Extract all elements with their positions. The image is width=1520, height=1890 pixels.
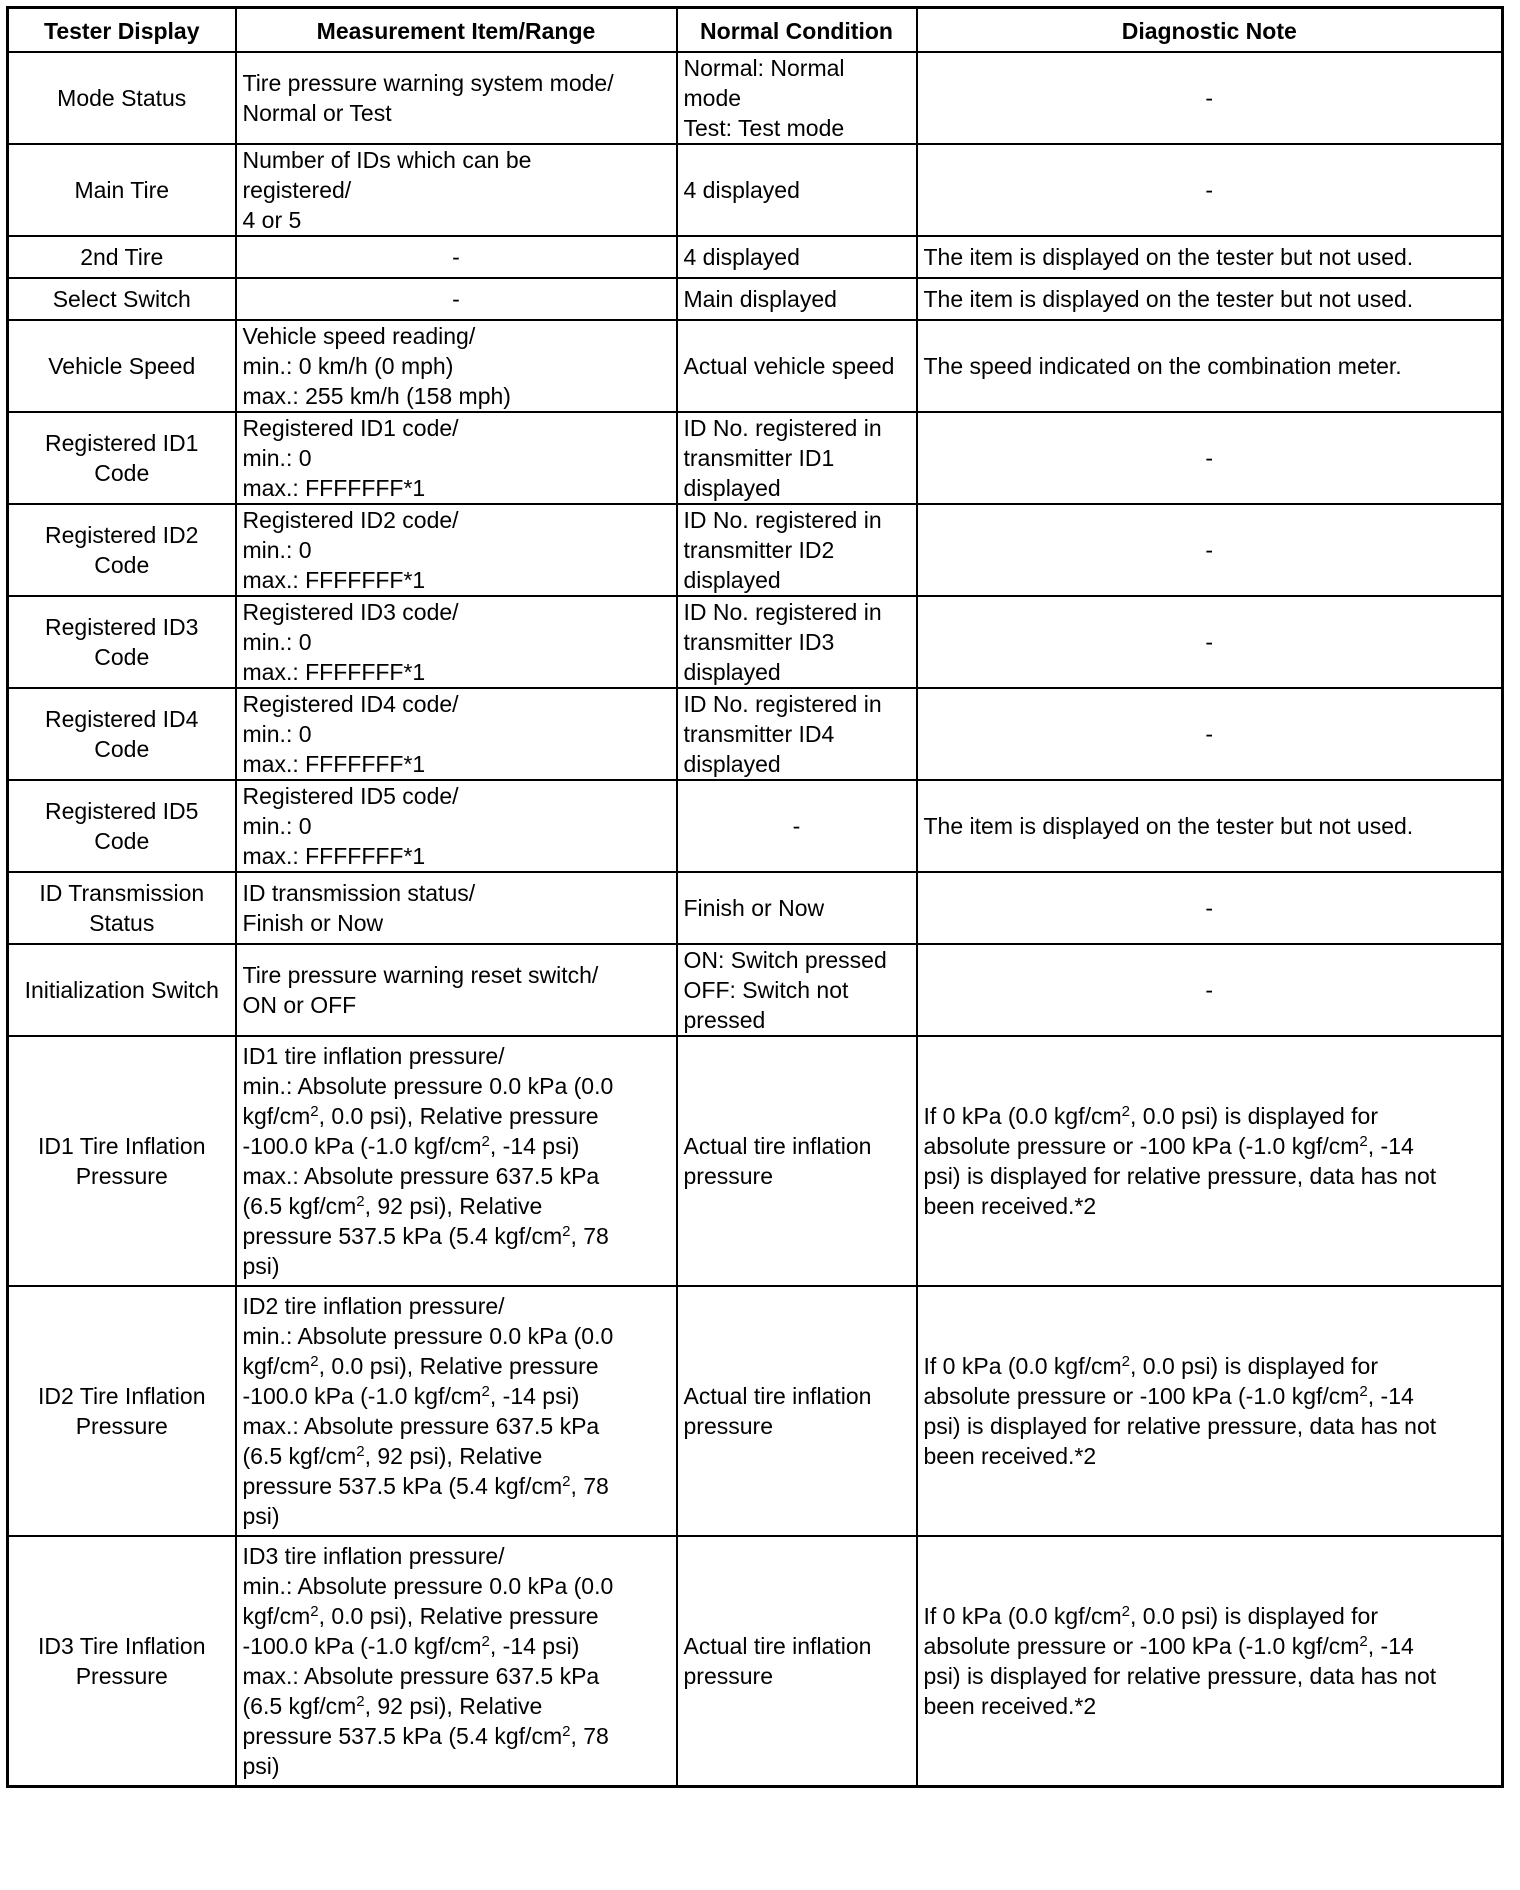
superscript: 2 [481,1383,490,1400]
superscript: 2 [310,1353,319,1370]
header-measurement-item: Measurement Item/Range [236,8,677,53]
table-row [8,278,1503,320]
table-row [8,1286,1503,1536]
cell-diagnostic-note [917,1536,1503,1787]
text: , -14 psi) [489,1633,580,1659]
cell-tester-display: Mode Status [8,52,236,144]
text: -100.0 kPa (-1.0 kgf/cm [242,1133,482,1159]
table-row [8,144,1503,236]
table-row [8,688,1503,780]
cell-normal-condition: ID No. registered in transmitter ID3 displayed [677,596,917,688]
text: (6.5 kgf/cm [242,1193,357,1219]
cell-measurement: Tire pressure warning system mode/ Normal or Test [236,52,677,144]
cell-normal-condition: 4 displayed [677,144,917,236]
table-row [8,944,1503,1036]
cell-measurement: - [236,236,677,278]
text: If 0 kPa (0.0 kgf/cm [923,1353,1122,1379]
cell-normal-condition: ID No. registered in transmitter ID4 displayed [677,688,917,780]
text: been received.*2 [923,1443,1097,1469]
cell-diagnostic-note: - [917,144,1503,236]
text: (6.5 kgf/cm [242,1443,357,1469]
cell-measurement: Tire pressure warning reset switch/ ON or OFF [236,944,677,1036]
text: , -14 [1367,1383,1414,1409]
text: , -14 psi) [489,1383,580,1409]
text: , 78 [570,1473,609,1499]
cell-measurement: Registered ID2 code/ min.: 0 max.: FFFFFFF*1 [236,504,677,596]
text: , 78 [570,1223,609,1249]
table-row [8,872,1503,944]
cell-measurement: Vehicle speed reading/ min.: 0 km/h (0 mph) max.: 255 km/h (158 mph) [236,320,677,412]
cell-tester-display: ID Transmission Status [8,872,236,944]
text: , -14 psi) [489,1133,580,1159]
table-row [8,412,1503,504]
cell-diagnostic-note [917,1036,1503,1286]
text: If 0 kPa (0.0 kgf/cm [923,1103,1122,1129]
cell-tester-display: Main Tire [8,144,236,236]
cell-normal-condition: 4 displayed [677,236,917,278]
cell-normal-condition: Main displayed [677,278,917,320]
cell-diagnostic-note: The item is displayed on the tester but not used. [917,236,1503,278]
text: min.: Absolute pressure 0.0 kPa (0.0 [242,1073,614,1099]
cell-diagnostic-note [917,1286,1503,1536]
cell-tester-display: ID2 Tire Inflation Pressure [8,1286,236,1536]
cell-measurement: ID transmission status/ Finish or Now [236,872,677,944]
header-tester-display: Tester Display [8,8,236,53]
cell-diagnostic-note: - [917,944,1503,1036]
text: -100.0 kPa (-1.0 kgf/cm [242,1383,482,1409]
cell-diagnostic-note: - [917,596,1503,688]
cell-measurement [236,1036,677,1286]
text: -100.0 kPa (-1.0 kgf/cm [242,1633,482,1659]
table-row [8,504,1503,596]
header-diagnostic-note: Diagnostic Note [917,8,1503,53]
text: ID2 tire inflation pressure/ [242,1293,505,1319]
cell-normal-condition: ID No. registered in transmitter ID2 displayed [677,504,917,596]
text: max.: Absolute pressure 637.5 kPa [242,1163,600,1189]
superscript: 2 [481,1633,490,1650]
cell-tester-display: ID3 Tire Inflation Pressure [8,1536,236,1787]
header-normal-condition: Normal Condition [677,8,917,53]
table-row [8,780,1503,872]
text: , -14 [1367,1133,1414,1159]
superscript: 2 [562,1723,571,1740]
table-row [8,1536,1503,1787]
superscript: 2 [1121,1103,1130,1120]
cell-tester-display: ID1 Tire Inflation Pressure [8,1036,236,1286]
cell-measurement: Registered ID5 code/ min.: 0 max.: FFFFFFF*1 [236,780,677,872]
table-row [8,1036,1503,1286]
cell-tester-display: Registered ID5 Code [8,780,236,872]
superscript: 2 [1359,1133,1368,1150]
text: pressure 537.5 kPa (5.4 kgf/cm [242,1473,563,1499]
cell-measurement: Registered ID1 code/ min.: 0 max.: FFFFFFF*1 [236,412,677,504]
text: , 0.0 psi), Relative pressure [318,1603,599,1629]
cell-diagnostic-note: - [917,412,1503,504]
table-row [8,320,1503,412]
cell-measurement: Registered ID3 code/ min.: 0 max.: FFFFFFF*1 [236,596,677,688]
cell-tester-display: Initialization Switch [8,944,236,1036]
text: , 78 [570,1723,609,1749]
text: kgf/cm [242,1603,311,1629]
superscript: 2 [356,1193,365,1210]
text: psi) [242,1503,280,1529]
text: psi) [242,1253,280,1279]
cell-measurement [236,1286,677,1536]
text: psi) is displayed for relative pressure, data has not [923,1663,1437,1689]
cell-tester-display: Registered ID4 Code [8,688,236,780]
cell-tester-display: Select Switch [8,278,236,320]
cell-diagnostic-note: - [917,872,1503,944]
superscript: 2 [562,1473,571,1490]
text: , 92 psi), Relative [364,1693,543,1719]
cell-tester-display: Registered ID3 Code [8,596,236,688]
cell-tester-display: Registered ID1 Code [8,412,236,504]
text: absolute pressure or -100 kPa (-1.0 kgf/cm [923,1633,1360,1659]
text: kgf/cm [242,1353,311,1379]
text: kgf/cm [242,1103,311,1129]
text: psi) is displayed for relative pressure, data has not [923,1413,1437,1439]
superscript: 2 [1121,1603,1130,1620]
text: ID3 tire inflation pressure/ [242,1543,505,1569]
cell-normal-condition: - [677,780,917,872]
text: max.: Absolute pressure 637.5 kPa [242,1413,600,1439]
text: , 0.0 psi) is displayed for [1129,1103,1378,1129]
cell-diagnostic-note: - [917,52,1503,144]
text: been received.*2 [923,1193,1097,1219]
superscript: 2 [356,1443,365,1460]
text: ID1 tire inflation pressure/ [242,1043,505,1069]
cell-measurement: Registered ID4 code/ min.: 0 max.: FFFFFFF*1 [236,688,677,780]
text: pressure 537.5 kPa (5.4 kgf/cm [242,1723,563,1749]
text: pressure 537.5 kPa (5.4 kgf/cm [242,1223,563,1249]
text: If 0 kPa (0.0 kgf/cm [923,1603,1122,1629]
text: (6.5 kgf/cm [242,1693,357,1719]
cell-normal-condition: ON: Switch pressed OFF: Switch not pressed [677,944,917,1036]
superscript: 2 [310,1603,319,1620]
text: , 0.0 psi) is displayed for [1129,1603,1378,1629]
superscript: 2 [1121,1353,1130,1370]
cell-measurement: - [236,278,677,320]
cell-tester-display: Registered ID2 Code [8,504,236,596]
cell-diagnostic-note: - [917,688,1503,780]
cell-normal-condition: Actual tire inflation pressure [677,1286,917,1536]
cell-diagnostic-note: The item is displayed on the tester but not used. [917,780,1503,872]
cell-normal-condition: ID No. registered in transmitter ID1 displayed [677,412,917,504]
superscript: 2 [1359,1383,1368,1400]
text: , 0.0 psi), Relative pressure [318,1103,599,1129]
cell-diagnostic-note: - [917,504,1503,596]
superscript: 2 [356,1693,365,1710]
table-row [8,52,1503,144]
text: max.: Absolute pressure 637.5 kPa [242,1663,600,1689]
text: , 0.0 psi) is displayed for [1129,1353,1378,1379]
data-list-table-container [6,6,1501,1788]
text: , -14 [1367,1633,1414,1659]
cell-normal-condition: Finish or Now [677,872,917,944]
table-row [8,236,1503,278]
cell-tester-display: Vehicle Speed [8,320,236,412]
data-list-table [6,6,1504,1788]
text: absolute pressure or -100 kPa (-1.0 kgf/cm [923,1383,1360,1409]
superscript: 2 [562,1223,571,1240]
text: , 92 psi), Relative [364,1193,543,1219]
cell-diagnostic-note: The speed indicated on the combination meter. [917,320,1503,412]
text: psi) [242,1753,280,1779]
cell-normal-condition: Actual tire inflation pressure [677,1036,917,1286]
text: min.: Absolute pressure 0.0 kPa (0.0 [242,1323,614,1349]
cell-normal-condition: Normal: Normal mode Test: Test mode [677,52,917,144]
superscript: 2 [1359,1633,1368,1650]
cell-diagnostic-note: The item is displayed on the tester but not used. [917,278,1503,320]
superscript: 2 [310,1103,319,1120]
cell-normal-condition: Actual vehicle speed [677,320,917,412]
text: , 0.0 psi), Relative pressure [318,1353,599,1379]
cell-measurement: Number of IDs which can be registered/ 4 or 5 [236,144,677,236]
text: been received.*2 [923,1693,1097,1719]
header-row [8,8,1503,53]
text: , 92 psi), Relative [364,1443,543,1469]
cell-measurement [236,1536,677,1787]
table-row [8,596,1503,688]
text: absolute pressure or -100 kPa (-1.0 kgf/cm [923,1133,1360,1159]
superscript: 2 [481,1133,490,1150]
text: psi) is displayed for relative pressure, data has not [923,1163,1437,1189]
cell-normal-condition: Actual tire inflation pressure [677,1536,917,1787]
cell-tester-display: 2nd Tire [8,236,236,278]
text: min.: Absolute pressure 0.0 kPa (0.0 [242,1573,614,1599]
